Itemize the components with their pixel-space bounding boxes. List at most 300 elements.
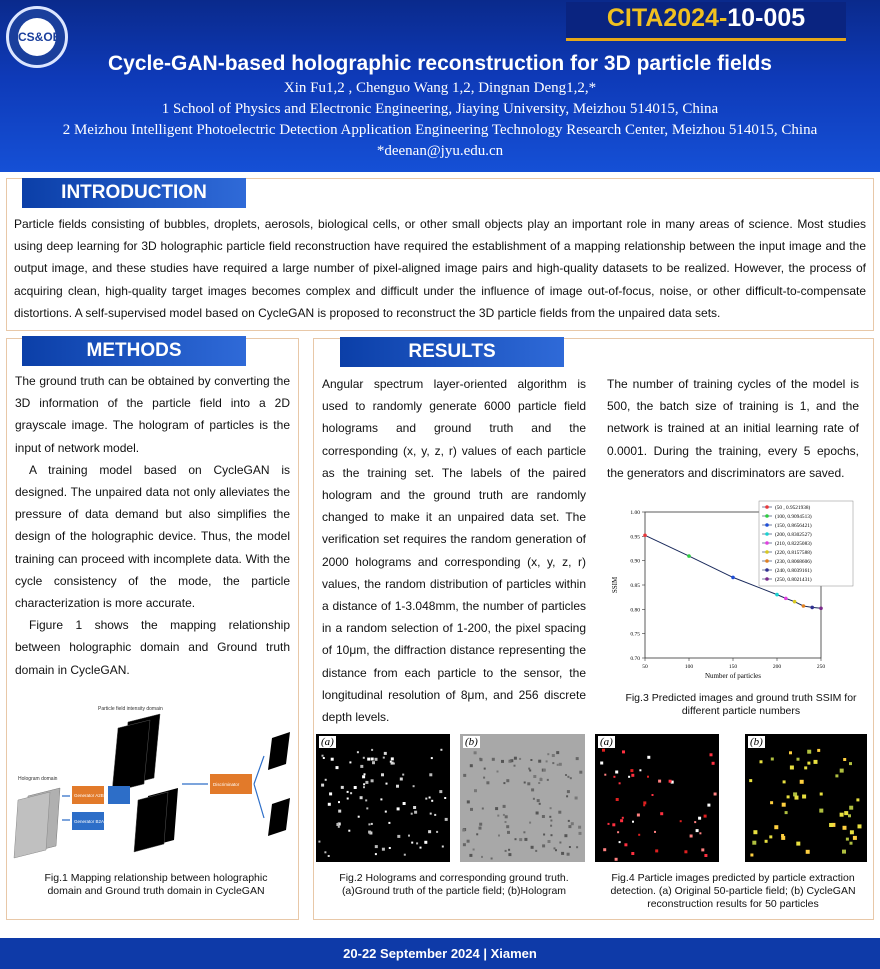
particle xyxy=(474,789,477,792)
particle xyxy=(463,843,466,846)
results-heading: RESULTS xyxy=(340,337,564,367)
particle xyxy=(615,771,618,774)
particle xyxy=(501,760,504,763)
particle xyxy=(479,827,482,830)
particle xyxy=(371,749,373,751)
particle xyxy=(322,755,324,757)
legend-entry-0: (50 , 0.9521938) xyxy=(775,505,811,511)
particle xyxy=(519,838,522,841)
particle xyxy=(782,803,786,807)
particle xyxy=(368,823,370,825)
particle xyxy=(413,785,415,787)
particle xyxy=(360,765,363,768)
particle xyxy=(620,819,623,822)
legend-marker-3 xyxy=(765,532,769,536)
particle xyxy=(576,757,579,760)
particle xyxy=(669,780,672,783)
particle xyxy=(556,751,559,754)
particle xyxy=(548,840,551,843)
particle xyxy=(391,762,394,765)
particle xyxy=(367,758,370,761)
particle xyxy=(528,768,530,770)
particle xyxy=(543,834,545,836)
particle xyxy=(473,849,475,851)
particle xyxy=(530,759,532,761)
particle xyxy=(463,774,466,777)
y-tick-label-1: 0.75 xyxy=(630,631,640,638)
particle xyxy=(843,826,847,830)
particle xyxy=(568,825,571,828)
particle xyxy=(647,776,649,778)
particle xyxy=(537,799,540,802)
particle xyxy=(362,775,365,778)
particle xyxy=(397,835,400,838)
particle xyxy=(814,760,818,764)
particle xyxy=(765,840,768,843)
particle xyxy=(543,769,546,772)
particle xyxy=(527,782,530,785)
particle xyxy=(363,783,365,785)
particle xyxy=(579,832,582,835)
particle xyxy=(551,834,553,836)
particle xyxy=(569,846,571,848)
particle xyxy=(781,834,784,837)
particle xyxy=(804,766,807,769)
particle xyxy=(329,792,332,795)
fig4-original-particles xyxy=(595,734,719,862)
fig1-gen-b2a-label: Generator B2A xyxy=(74,819,105,824)
particle xyxy=(817,749,820,752)
particle xyxy=(654,831,656,833)
methods-paragraph-1: The ground truth can be obtained by converting the 3D information of the particle field into a 2D grayscale image. The hologram of particles is the input of network model. xyxy=(15,374,290,455)
particle xyxy=(694,821,696,823)
particle xyxy=(336,823,339,826)
particle xyxy=(535,850,537,852)
particle xyxy=(835,774,838,777)
particle xyxy=(842,850,846,854)
fig1-cyclegan-diagram xyxy=(10,700,295,860)
particle xyxy=(710,753,713,756)
particle xyxy=(371,823,373,825)
particle xyxy=(547,779,549,781)
particle xyxy=(795,796,799,800)
particle xyxy=(385,811,387,813)
particle xyxy=(578,826,581,829)
particle xyxy=(539,803,541,805)
particle xyxy=(567,853,570,856)
particle xyxy=(383,757,385,759)
particle xyxy=(632,821,634,823)
particle xyxy=(347,798,349,800)
particle xyxy=(658,780,661,783)
particle xyxy=(341,786,344,789)
particle xyxy=(318,841,320,843)
particle xyxy=(391,757,394,760)
x-tick-label-2: 150 xyxy=(728,664,738,670)
particle xyxy=(753,830,757,834)
particle xyxy=(388,822,390,824)
results-text-col2: The number of training cycles of the model is 500, the batch size of training is 1, and the network is trained at an initial learning rate of 0.0001. During the training, every 5 epochs, the generators and discriminators are saved. xyxy=(607,377,859,480)
x-tick-label-4: 250 xyxy=(816,664,826,670)
particle xyxy=(639,769,641,771)
particle xyxy=(546,760,548,762)
fig1-gen-small-box xyxy=(108,786,130,804)
particle xyxy=(576,846,578,848)
particle xyxy=(571,822,574,825)
particle xyxy=(608,823,610,825)
particle xyxy=(365,781,368,784)
particle xyxy=(575,797,578,800)
particle xyxy=(802,795,806,799)
data-point-200 xyxy=(775,593,779,597)
particle xyxy=(555,849,557,851)
particle xyxy=(474,751,477,754)
particle xyxy=(647,756,650,759)
particle xyxy=(363,757,365,759)
particle xyxy=(630,769,633,772)
y-tick-label-4: 0.90 xyxy=(630,558,640,565)
hologram-domain-stack xyxy=(14,788,60,858)
particle xyxy=(484,768,486,770)
particle xyxy=(430,813,432,815)
particle xyxy=(559,842,561,844)
particle xyxy=(476,833,478,835)
particle xyxy=(524,838,527,841)
data-point-220 xyxy=(793,600,797,604)
particle xyxy=(380,798,382,800)
particle xyxy=(712,762,715,765)
particle xyxy=(550,820,552,822)
contact-email: *deenan@jyu.edu.cn xyxy=(376,143,504,159)
particle xyxy=(323,757,325,759)
particle xyxy=(631,852,634,855)
legend-entry-6: (230, 0.8068606) xyxy=(775,559,812,565)
particle xyxy=(840,769,844,773)
particle xyxy=(354,786,357,789)
poster-code xyxy=(566,4,846,33)
particle xyxy=(533,798,535,800)
particle xyxy=(436,831,438,833)
particle xyxy=(752,841,756,845)
particle xyxy=(400,778,403,781)
particle xyxy=(483,777,485,779)
particle xyxy=(540,778,542,780)
particle xyxy=(840,813,844,817)
particle xyxy=(338,826,340,828)
affiliation-2: 2 Meizhou Intelligent Photoelectric Detection Application Engineering Technology Research Center, Meizhou 514015, China xyxy=(62,122,818,138)
particle xyxy=(371,758,374,761)
particle xyxy=(505,850,507,852)
particle xyxy=(508,761,510,763)
particle xyxy=(384,752,387,755)
legend-marker-5 xyxy=(765,550,769,554)
particle xyxy=(469,854,472,857)
fig4-label-a: (a) xyxy=(600,736,613,748)
fig3-caption: Fig.3 Predicted images and ground truth SSIM for different particle numbers xyxy=(625,692,857,717)
particle xyxy=(350,792,352,794)
x-axis-label: Number of particles xyxy=(705,672,761,680)
y-tick-label-6: 1.00 xyxy=(630,510,640,516)
particle xyxy=(481,856,483,858)
particle xyxy=(613,776,615,778)
data-point-100 xyxy=(687,554,691,558)
data-point-240 xyxy=(810,606,814,610)
particle xyxy=(372,761,375,764)
particle xyxy=(698,817,701,820)
particle xyxy=(850,830,854,834)
x-tick-label-0: 50 xyxy=(642,664,648,670)
particle xyxy=(402,774,404,776)
particle xyxy=(800,780,804,784)
particle xyxy=(519,758,521,760)
particle xyxy=(696,829,699,832)
particle xyxy=(429,797,431,799)
particle xyxy=(467,840,470,843)
particle xyxy=(507,831,510,834)
particle xyxy=(531,846,534,849)
particle xyxy=(363,786,365,788)
poster-header xyxy=(0,0,880,172)
x-tick-label-3: 200 xyxy=(772,664,782,670)
particle xyxy=(506,779,509,782)
particle xyxy=(619,841,621,843)
particle xyxy=(408,835,410,837)
data-point-150 xyxy=(731,576,735,580)
y-tick-label-0: 0.70 xyxy=(630,656,640,662)
particle xyxy=(789,751,792,754)
particle xyxy=(445,818,448,821)
particle xyxy=(849,762,852,765)
particle xyxy=(600,762,603,765)
particle xyxy=(328,855,330,857)
fig2-caption: Fig.2 Holograms and corresponding ground truth. (a)Ground truth of the particle field; (b)Hologram xyxy=(339,872,569,897)
particle xyxy=(386,783,388,785)
particle xyxy=(480,758,483,761)
particle xyxy=(389,847,391,849)
methods-paragraph-2: A training model based on CycleGAN is designed. The unpaired data not only alleviates the pressure of data demand but also simplifies the design of the holographic device. Thus, the model training can proceed with incomplete data. With the cycle consistency of the mode, the particle characterization is more accurate. xyxy=(15,462,290,611)
particle xyxy=(554,847,556,849)
affiliation-1: 1 School of Physics and Electronic Engineering, Jiaying University, Meizhou 514015, China xyxy=(161,101,719,117)
fig2-ground-truth-particles xyxy=(316,734,450,862)
data-point-210 xyxy=(784,597,788,601)
particle xyxy=(425,798,427,800)
introduction-text: Particle fields consisting of bubbles, droplets, aerosols, biological cells, or other small objects play an important role in many areas of science. Most studies using deep learning for 3D holographic particle field reconstruction have required the establishment of a mapping relationship between the input image and the output image, and these studies have required a large number of pixel-aligned image pairs and high-quality datasets to be realized. However, the process of acquiring clean, high-quality target images becomes complex and difficult under the influence of image out-of-focus, noise, or other difficult-to-compensate distortions. A self-supervised model based on CycleGAN is proposed to reconstruct the 3D particle fields from the unpaired data sets. xyxy=(14,217,866,320)
particle xyxy=(567,776,569,778)
particle xyxy=(444,797,446,799)
data-point-230 xyxy=(802,604,806,608)
particle xyxy=(404,854,406,856)
particle xyxy=(514,757,517,760)
y-axis-label: SSIM xyxy=(611,576,619,594)
particle xyxy=(536,812,539,815)
cycle-domain-stack xyxy=(134,788,178,852)
particle xyxy=(622,817,624,819)
legend-entry-1: (100, 0.9094513) xyxy=(775,514,812,520)
particle xyxy=(637,814,640,817)
particle xyxy=(628,776,630,778)
fig1-caption: Fig.1 Mapping relationship between holographic domain and Ground truth domain in CycleGAN xyxy=(44,872,268,897)
particle xyxy=(396,785,399,788)
particle xyxy=(771,758,774,761)
particle xyxy=(531,788,534,791)
particle xyxy=(462,829,465,832)
particle xyxy=(699,832,701,834)
particle xyxy=(508,849,510,851)
particle xyxy=(416,842,418,844)
particle xyxy=(503,782,505,784)
particle xyxy=(660,812,663,815)
particle xyxy=(375,853,377,855)
legend-marker-0 xyxy=(765,505,769,509)
y-tick-label-5: 0.95 xyxy=(630,534,640,541)
particle xyxy=(505,821,507,823)
particle xyxy=(360,796,363,799)
results-text-col1: Angular spectrum layer-oriented algorithm is used to randomly generate 6000 particle field holograms and ground truth and the corresponding (x, y, z, r) values of each particle as the training set. The labels of the paired hologram and the ground truth are randomly changed to make it an unpaired data set. The verification set requires the random generation of 2000 holograms and corresponding (x, y, z, r) values, the random distribution of particles within a distance of 1-3.048mm, the number of particles in a random selection of 1-200, the pixel spacing of 10μm, the diffraction distance representing the distance from each particle to the sensor, the longitudinal resolution of 8μm, and 256 discrete depth levels. xyxy=(322,377,586,725)
particle xyxy=(615,858,618,861)
particle xyxy=(853,836,857,840)
particle xyxy=(498,835,500,837)
particle xyxy=(806,850,810,854)
particle xyxy=(787,795,790,798)
particle xyxy=(550,807,552,809)
particle xyxy=(492,758,495,761)
particle xyxy=(797,758,800,761)
particle xyxy=(638,834,640,836)
particle xyxy=(495,807,498,810)
particle xyxy=(338,801,340,803)
particle xyxy=(382,848,385,851)
particle xyxy=(347,791,349,793)
particle xyxy=(529,822,531,824)
methods-text xyxy=(15,370,290,681)
particle xyxy=(486,781,489,784)
output-image-bottom xyxy=(268,798,290,836)
particle-domain-stack xyxy=(112,714,160,792)
particle xyxy=(557,764,559,766)
particle xyxy=(769,835,772,838)
particle xyxy=(439,790,442,793)
authors: Xin Fu1,2 , Chenguo Wang 1,2, Dingnan Deng1,2,* xyxy=(283,80,597,96)
particle xyxy=(497,815,499,817)
legend-entry-3: (200, 0.8302527) xyxy=(775,532,812,538)
particle xyxy=(796,842,800,846)
x-tick-label-1: 100 xyxy=(684,664,694,670)
particle xyxy=(552,762,554,764)
fig1-particle-domain-label: Particle field intensity domain xyxy=(98,706,163,712)
particle xyxy=(440,749,442,751)
code-id: 10-005 xyxy=(727,4,806,32)
particle xyxy=(844,811,848,815)
particle xyxy=(848,814,851,817)
particle xyxy=(375,845,378,848)
particle xyxy=(707,804,710,807)
particle xyxy=(680,820,682,822)
particle xyxy=(348,830,350,832)
particle xyxy=(616,798,619,801)
particle xyxy=(760,760,763,763)
fig1-discriminator-label: Discriminator xyxy=(213,782,240,787)
particle xyxy=(820,793,823,796)
particle xyxy=(365,799,367,801)
particle xyxy=(704,854,707,857)
fig3-ssim-chart xyxy=(605,498,865,684)
fig4-label-b: (b) xyxy=(750,736,763,748)
particle xyxy=(552,754,555,757)
particle xyxy=(364,773,366,775)
particle xyxy=(442,846,444,848)
particle xyxy=(549,816,551,818)
particle xyxy=(542,815,545,818)
data-point-250 xyxy=(819,606,823,610)
legend-marker-6 xyxy=(765,559,769,563)
particle xyxy=(856,798,859,801)
particle xyxy=(357,751,359,753)
particle xyxy=(704,815,707,818)
fig1-hologram-domain-label: Hologram domain xyxy=(18,776,58,782)
particle xyxy=(619,782,621,784)
particle xyxy=(503,814,505,816)
particle xyxy=(506,825,509,828)
particle xyxy=(617,831,619,833)
particle xyxy=(328,803,331,806)
particle xyxy=(849,806,853,810)
particle xyxy=(538,760,541,763)
particle xyxy=(431,800,433,802)
particle xyxy=(622,750,625,753)
particle xyxy=(349,761,351,763)
particle xyxy=(338,810,341,813)
particle xyxy=(368,831,371,834)
legend-entry-4: (210, 0.8225083) xyxy=(775,541,812,547)
poster-title: Cycle-GAN-based holographic reconstruction for 3D particle fields xyxy=(108,52,772,75)
legend-entry-7: (240, 0.8039161) xyxy=(775,568,812,574)
particle xyxy=(470,808,473,811)
particle xyxy=(414,811,417,814)
particle xyxy=(397,807,400,810)
particle xyxy=(542,844,545,847)
particle xyxy=(570,777,572,779)
particle xyxy=(515,838,517,840)
particle xyxy=(785,811,788,814)
particle xyxy=(749,779,752,782)
methods-heading: METHODS xyxy=(22,336,246,366)
particle xyxy=(524,782,526,784)
particle xyxy=(561,852,564,855)
particle xyxy=(643,801,646,804)
particle xyxy=(714,793,717,796)
legend-entry-5: (220, 0.8157588) xyxy=(775,550,812,556)
particle xyxy=(381,773,384,776)
particle xyxy=(508,853,511,856)
particle xyxy=(413,806,416,809)
particle xyxy=(366,807,368,809)
legend-marker-8 xyxy=(765,577,769,581)
particle xyxy=(819,809,823,813)
particle xyxy=(829,823,833,827)
particle xyxy=(631,774,634,777)
particle xyxy=(358,816,360,818)
poster-footer: 20-22 September 2024 | Xiamen xyxy=(0,938,880,969)
fig2-label-a: (a) xyxy=(321,736,334,748)
particle xyxy=(559,763,562,766)
particle xyxy=(565,774,567,776)
logo-text: CS&OE xyxy=(18,18,56,56)
particle xyxy=(529,770,531,772)
particle xyxy=(375,758,378,761)
particle xyxy=(612,823,615,826)
particle xyxy=(643,804,645,806)
legend-marker-1 xyxy=(765,514,769,518)
